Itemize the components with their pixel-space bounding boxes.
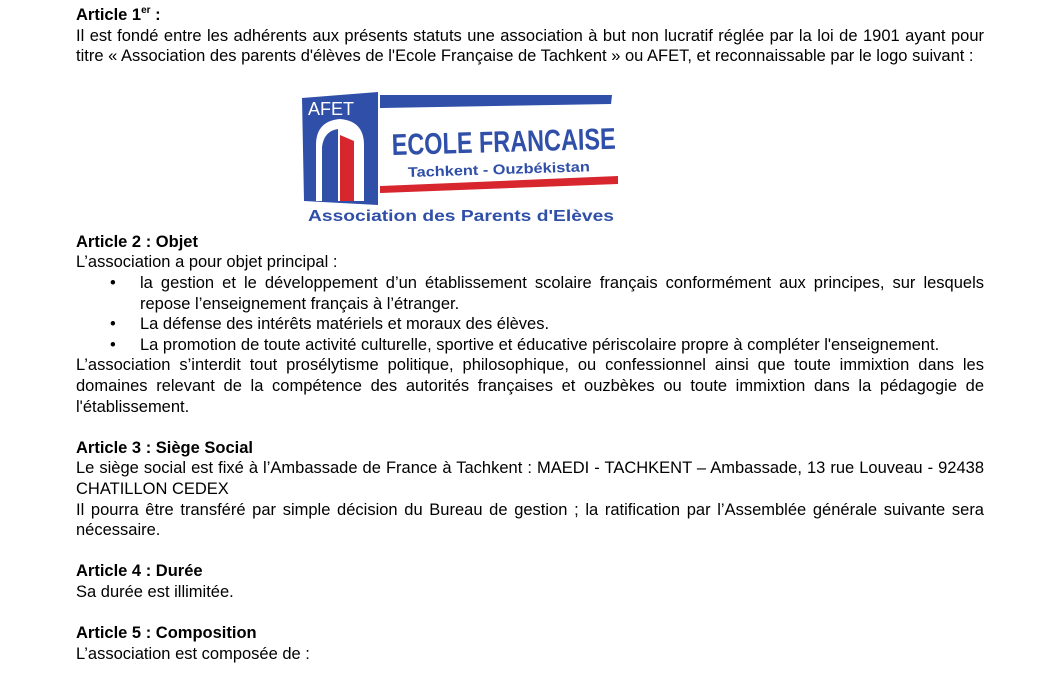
logo-school-name: ECOLE FRANCAISE: [391, 120, 679, 162]
logo-blue-stripe: [380, 95, 612, 108]
afet-logo: [302, 95, 679, 225]
article-1-text: Il est fondé entre les adhérents aux présents statuts une association à but non lucratif réglée par la loi de 1901 ayant pour titre « Association des parents d'élèves de l'Ecole Française de Tachkent » ou AFET, et reconnaissable par le logo suivant :: [76, 26, 984, 66]
article-5-heading: Article 5 : Composition: [76, 624, 257, 643]
list-item: [76, 314, 984, 335]
logo-association-name: Association des Parents d'Elèves: [308, 207, 615, 225]
bullet-icon: •: [110, 315, 116, 334]
afet-logo-area: [76, 67, 984, 232]
article-2-intro: L’association a pour objet principal :: [76, 253, 338, 272]
article-2-bullet-list: [76, 273, 984, 355]
article-3-heading: Article 3 : Siège Social: [76, 438, 253, 457]
bullet-icon: •: [110, 335, 116, 354]
article-1-heading-colon: :: [150, 6, 161, 24]
spacer: [76, 541, 984, 562]
list-item-text: la gestion et le développement d’un établissement scolaire français conformément aux principes, sur lesquels repose l’enseignement français à l’étranger.: [140, 273, 984, 313]
article-4-text: Sa durée est illimitée.: [76, 582, 234, 601]
logo-door-red-icon: [340, 135, 354, 201]
article-2-outro: L’association s’interdit tout prosélytisme politique, philosophique, ou confessionnel ainsi que toute immixtion dans les domaines relevant de la compétence des autorités françaises et ouzbèkes ou toute immixtion dans la pédagogie de l'établissement.: [76, 356, 984, 416]
article-4-heading: Article 4 : Durée: [76, 562, 203, 581]
article-2-heading: Article 2 : Objet: [76, 232, 198, 251]
article-1-heading: [76, 5, 984, 26]
list-item: [76, 273, 984, 314]
article-1-heading-superscript: er: [141, 4, 151, 16]
document-page: [76, 5, 984, 664]
spacer: [76, 417, 984, 438]
spacer: [76, 602, 984, 623]
logo-city-name: Tachkent - Ouzbékistan: [407, 158, 565, 180]
logo-badge-text: AFET: [308, 98, 355, 119]
logo-door-blue-icon: [322, 129, 338, 201]
article-3-text-1: Le siège social est fixé à l’Ambassade de France à Tachkent : MAEDI - TACHKENT – Ambassade, 13 rue Louveau - 92438 CHATILLON CEDEX: [76, 459, 984, 498]
article-3-text-2: Il pourra être transféré par simple décision du Bureau de gestion ; la ratification par l’Assemblée générale suivante sera nécessaire.: [76, 500, 984, 540]
list-item-text: La promotion de toute activité culturelle, sportive et éducative périscolaire propre à compléter l'enseignement.: [140, 335, 940, 354]
bullet-icon: •: [110, 273, 116, 292]
article-1-heading-text: Article 1: [76, 6, 142, 24]
list-item: [76, 335, 984, 356]
list-item-text: La défense des intérêts matériels et moraux des élèves.: [140, 315, 550, 334]
article-5-text: L’association est composée de :: [76, 644, 310, 663]
